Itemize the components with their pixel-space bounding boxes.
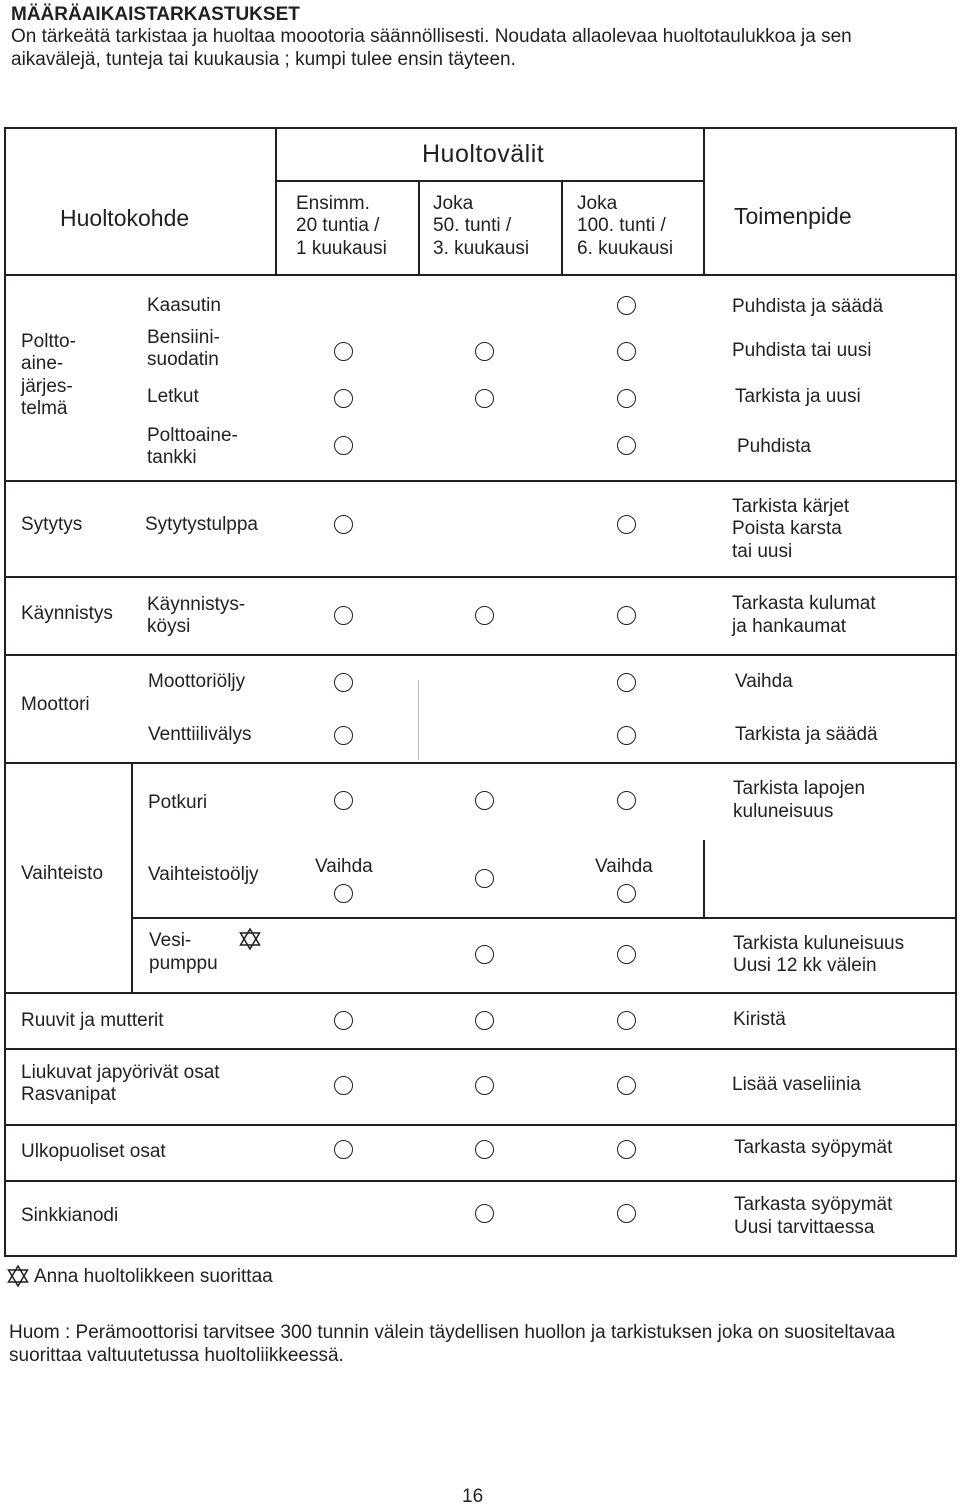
item-bensiini-line-2: suodatin [147, 349, 219, 370]
intro-text-line-1: On tärkeätä tarkistaa ja huoltaa moootoria säännöllisesti. Noudata allaolevaa huoltotaulukkoa ja sen [11, 26, 852, 47]
action-ulkopuoliset: Tarkasta syöpymät [734, 1137, 893, 1158]
interval-3-line-1: Joka [577, 193, 618, 214]
divider [4, 480, 957, 482]
action-kaynnistyskoysi-line-1: Tarkasta kulumat [732, 593, 876, 614]
circle-icon [334, 791, 353, 810]
group-poltto-line-3: järjes- [21, 376, 73, 397]
action-moottoriolj: Vaihda [735, 671, 793, 692]
divider [4, 274, 957, 276]
circle-icon [617, 673, 636, 692]
divider [4, 762, 957, 764]
interval-3-line-2: 100. tunti / [577, 215, 666, 236]
header-toimenpide: Toimenpide [734, 203, 852, 229]
action-sytytystulppa-line-3: tai uusi [732, 541, 793, 562]
circle-icon [334, 606, 353, 625]
circle-icon [334, 342, 353, 361]
group-sytytys: Sytytys [21, 514, 83, 535]
table-border-right [955, 127, 957, 1257]
divider [131, 917, 957, 919]
action-sytytystulppa-line-1: Tarkista kärjet [732, 496, 850, 517]
divider [4, 992, 957, 994]
item-tankki-line-1: Polttoaine- [147, 425, 238, 446]
circle-icon [334, 389, 353, 408]
circle-icon [617, 726, 636, 745]
circle-icon [617, 296, 636, 315]
item-ruuvit: Ruuvit ja mutterit [21, 1010, 164, 1031]
action-vaihteisto-col1: Vaihda [315, 856, 373, 877]
divider [4, 576, 957, 578]
action-kaasutin: Puhdista ja säädä [732, 296, 884, 317]
circle-icon [617, 1140, 636, 1159]
action-kaynnistyskoysi-line-2: ja hankaumat [732, 616, 847, 637]
circle-icon [617, 436, 636, 455]
group-kaynnistys: Käynnistys [21, 603, 113, 624]
action-venttiili: Tarkista ja säädä [735, 724, 878, 745]
interval-2-line-1: Joka [433, 193, 474, 214]
table-border-bottom [4, 1255, 957, 1257]
interval-3-line-3: 6. kuukausi [577, 238, 674, 259]
divider [703, 840, 705, 918]
circle-icon [617, 1076, 636, 1095]
circle-icon [334, 1076, 353, 1095]
item-sytytystulppa: Sytytystulppa [145, 514, 258, 535]
circle-icon [475, 1204, 494, 1223]
divider [275, 180, 705, 182]
item-letkut: Letkut [147, 386, 199, 407]
circle-icon [475, 389, 494, 408]
legend-text: Anna huoltolikkeen suorittaa [34, 1266, 273, 1287]
circle-icon [475, 1140, 494, 1159]
group-vaihteisto: Vaihteisto [21, 863, 104, 884]
circle-icon [617, 342, 636, 361]
interval-1-line-3: 1 kuukausi [296, 238, 387, 259]
circle-icon [617, 945, 636, 964]
star-of-david-icon [239, 928, 261, 950]
faint-divider [418, 680, 419, 760]
interval-2-line-3: 3. kuukausi [433, 238, 530, 259]
note-line-2: suorittaa valtuutetussa huoltoliikkeessä. [9, 1345, 344, 1366]
group-moottori: Moottori [21, 694, 90, 715]
action-sinkki-line-1: Tarkasta syöpymät [734, 1194, 893, 1215]
item-vesipumppu-line-1: Vesi- [149, 930, 192, 951]
circle-icon [617, 515, 636, 534]
interval-1-line-1: Ensimm. [296, 193, 370, 214]
divider [4, 1124, 957, 1126]
item-moottoriolj: Moottoriöljy [148, 671, 246, 692]
circle-icon [475, 606, 494, 625]
action-vesipumppu-line-1: Tarkista kuluneisuus [733, 933, 905, 954]
page-number: 16 [462, 1486, 484, 1507]
divider [4, 1180, 957, 1182]
group-poltto-line-2: aine- [21, 353, 64, 374]
table-border-top [4, 127, 957, 129]
circle-icon [617, 389, 636, 408]
circle-icon [475, 342, 494, 361]
header-huoltovalit: Huoltovälit [422, 140, 545, 168]
divider [131, 762, 133, 993]
note-line-1: Huom : Perämoottorisi tarvitsee 300 tunnin välein täydellisen huollon ja tarkistuksen joka on suositeltavaa [9, 1322, 896, 1343]
divider [4, 1048, 957, 1050]
divider [4, 654, 957, 656]
group-poltto-line-1: Poltto- [21, 331, 76, 352]
table-border-left [4, 127, 6, 1257]
circle-icon [334, 673, 353, 692]
circle-icon [617, 1011, 636, 1030]
action-tankki: Puhdista [737, 436, 811, 457]
circle-icon [475, 1011, 494, 1030]
action-liukuvat: Lisää vaseliinia [732, 1074, 861, 1095]
circle-icon [617, 791, 636, 810]
action-vesipumppu-line-2: Uusi 12 kk välein [733, 955, 877, 976]
circle-icon [334, 726, 353, 745]
circle-icon [334, 436, 353, 455]
circle-icon [617, 606, 636, 625]
action-potkuri-line-2: kuluneisuus [733, 801, 834, 822]
star-of-david-icon [7, 1265, 29, 1287]
intro-text-line-2: aikavälejä, tunteja tai kuukausia ; kumpi tulee ensin täyteen. [11, 49, 516, 70]
item-venttiili: Venttiilivälys [148, 724, 252, 745]
item-liukuvat-line-1: Liukuvat japyörivät osat [21, 1062, 220, 1083]
item-bensiini-line-1: Bensiini- [147, 327, 220, 348]
circle-icon [334, 884, 353, 903]
item-vaihteistoolj: Vaihteistoöljy [148, 864, 259, 885]
item-ulkopuoliset: Ulkopuoliset osat [21, 1141, 166, 1162]
group-poltto-line-4: telmä [21, 398, 68, 419]
header-huoltokohde: Huoltokohde [60, 205, 190, 231]
interval-2-line-2: 50. tunti / [433, 215, 512, 236]
divider [703, 127, 705, 275]
circle-icon [617, 1204, 636, 1223]
action-potkuri-line-1: Tarkista lapojen [733, 778, 866, 799]
action-vaihteisto-col3: Vaihda [595, 856, 653, 877]
page-title: MÄÄRÄAIKAISTARKASTUKSET [11, 4, 300, 25]
circle-icon [475, 1076, 494, 1095]
circle-icon [617, 884, 636, 903]
action-sinkki-line-2: Uusi tarvittaessa [734, 1217, 875, 1238]
circle-icon [475, 791, 494, 810]
item-kaynnistyskoysi-line-2: köysi [147, 616, 191, 637]
item-liukuvat-line-2: Rasvanipat [21, 1084, 117, 1105]
item-kaynnistyskoysi-line-1: Käynnistys- [147, 594, 246, 615]
circle-icon [334, 515, 353, 534]
circle-icon [475, 869, 494, 888]
item-kaasutin: Kaasutin [147, 295, 221, 316]
circle-icon [334, 1011, 353, 1030]
divider [561, 180, 563, 275]
action-sytytystulppa-line-2: Poista karsta [732, 518, 842, 539]
item-tankki-line-2: tankki [147, 447, 197, 468]
action-letkut: Tarkista ja uusi [735, 386, 861, 407]
divider [418, 180, 420, 275]
interval-1-line-2: 20 tuntia / [296, 215, 380, 236]
circle-icon [334, 1140, 353, 1159]
action-bensiini: Puhdista tai uusi [732, 340, 872, 361]
divider [275, 127, 277, 275]
item-sinkki: Sinkkianodi [21, 1205, 119, 1226]
item-potkuri: Potkuri [148, 792, 208, 813]
action-ruuvit: Kiristä [733, 1009, 786, 1030]
circle-icon [475, 945, 494, 964]
item-vesipumppu-line-2: pumppu [149, 953, 218, 974]
